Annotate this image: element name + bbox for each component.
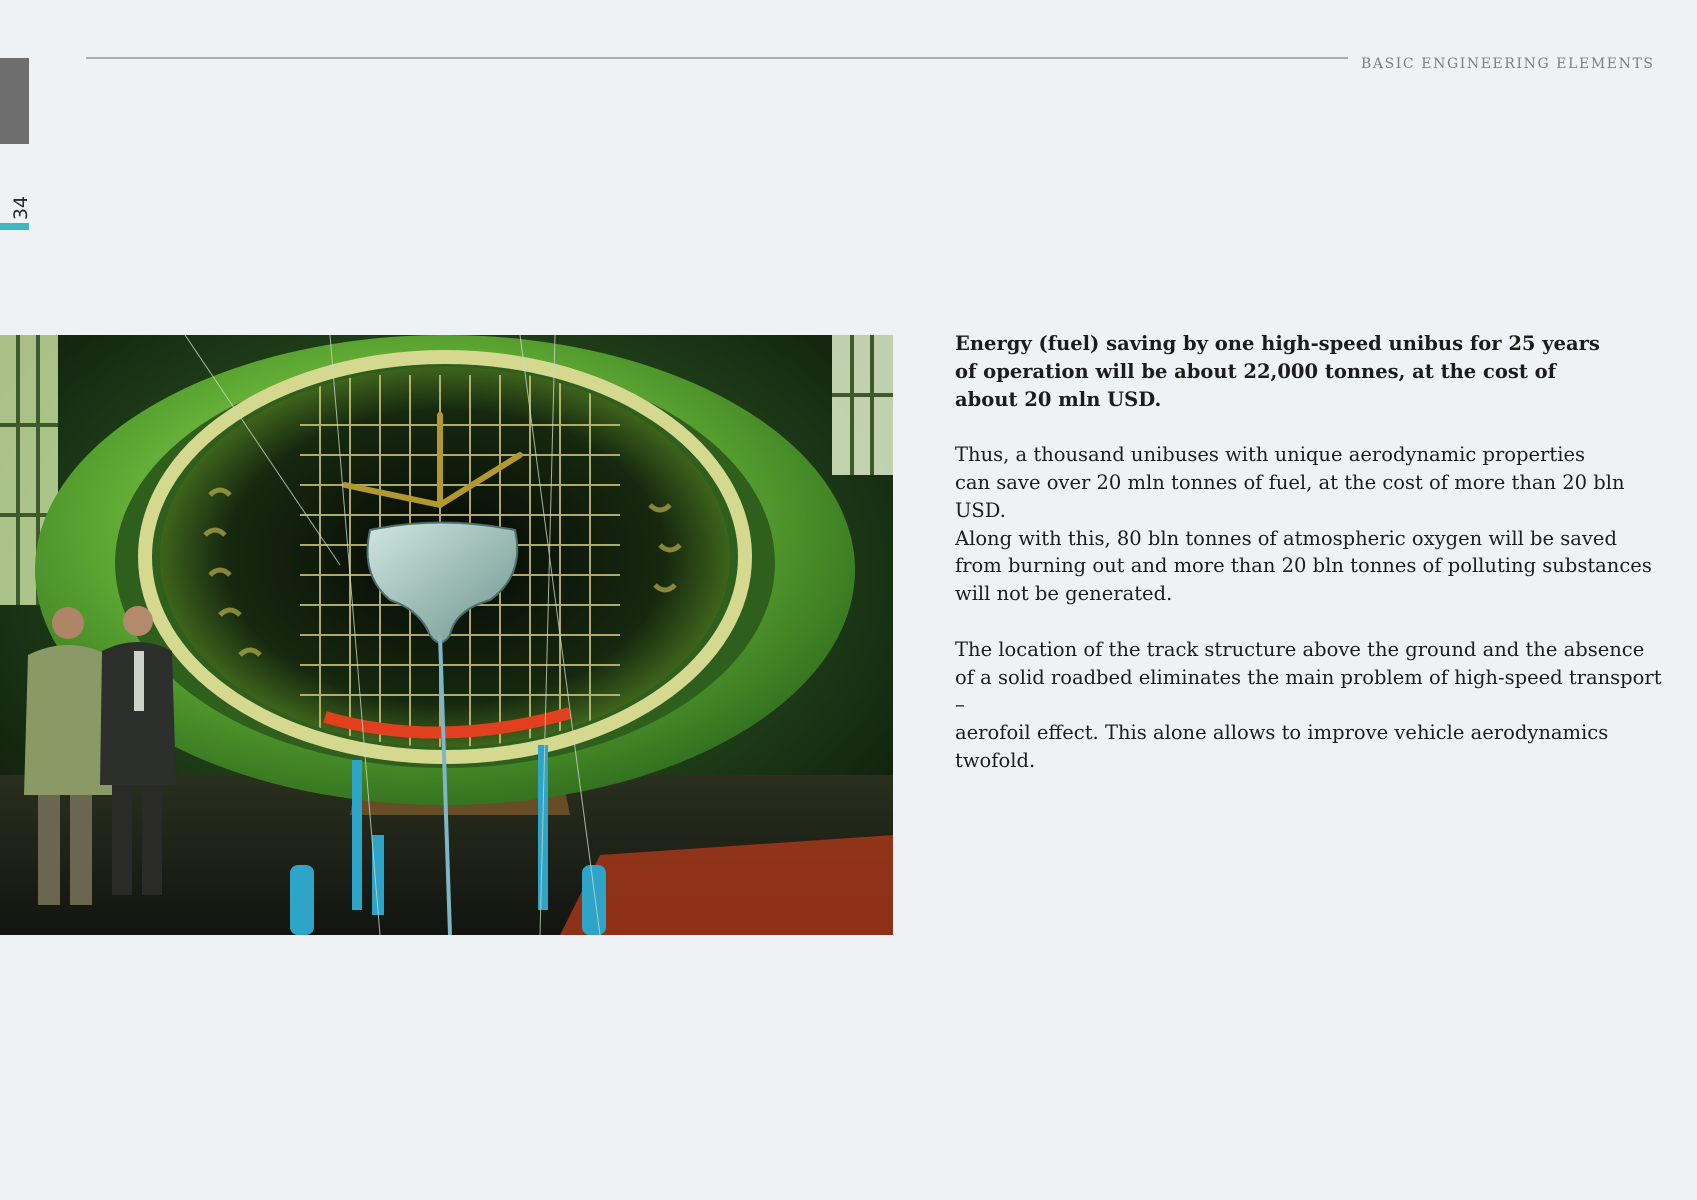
lead-paragraph: Energy (fuel) saving by one high-speed unibus for 25 years of operation will be about 22,000 tonnes, at the cost of about 20 mln USD. <box>955 332 1600 411</box>
page-number-accent <box>0 223 29 230</box>
header-rule <box>86 57 1348 59</box>
body-paragraph-2: The location of the track structure above the ground and the absence of a solid roadbed eliminates the main problem of high-speed transport – aerofoil effect. This alone allows to improve vehicle aerodynamics twofold. <box>955 637 1662 772</box>
wind-tunnel-photo <box>0 335 893 935</box>
section-title: BASIC ENGINEERING ELEMENTS <box>1361 56 1655 72</box>
body-text <box>955 330 1675 803</box>
page-number: 34 <box>10 195 32 221</box>
side-tab <box>0 58 29 144</box>
body-paragraph-1: Thus, a thousand unibuses with unique aerodynamic properties can save over 20 mln tonnes of fuel, at the cost of more than 20 bln USD. Along with this, 80 bln tonnes of atmospheric oxygen will be saved from burning out and more than 20 bln tonnes of polluting substances will not be generated. <box>955 443 1652 606</box>
